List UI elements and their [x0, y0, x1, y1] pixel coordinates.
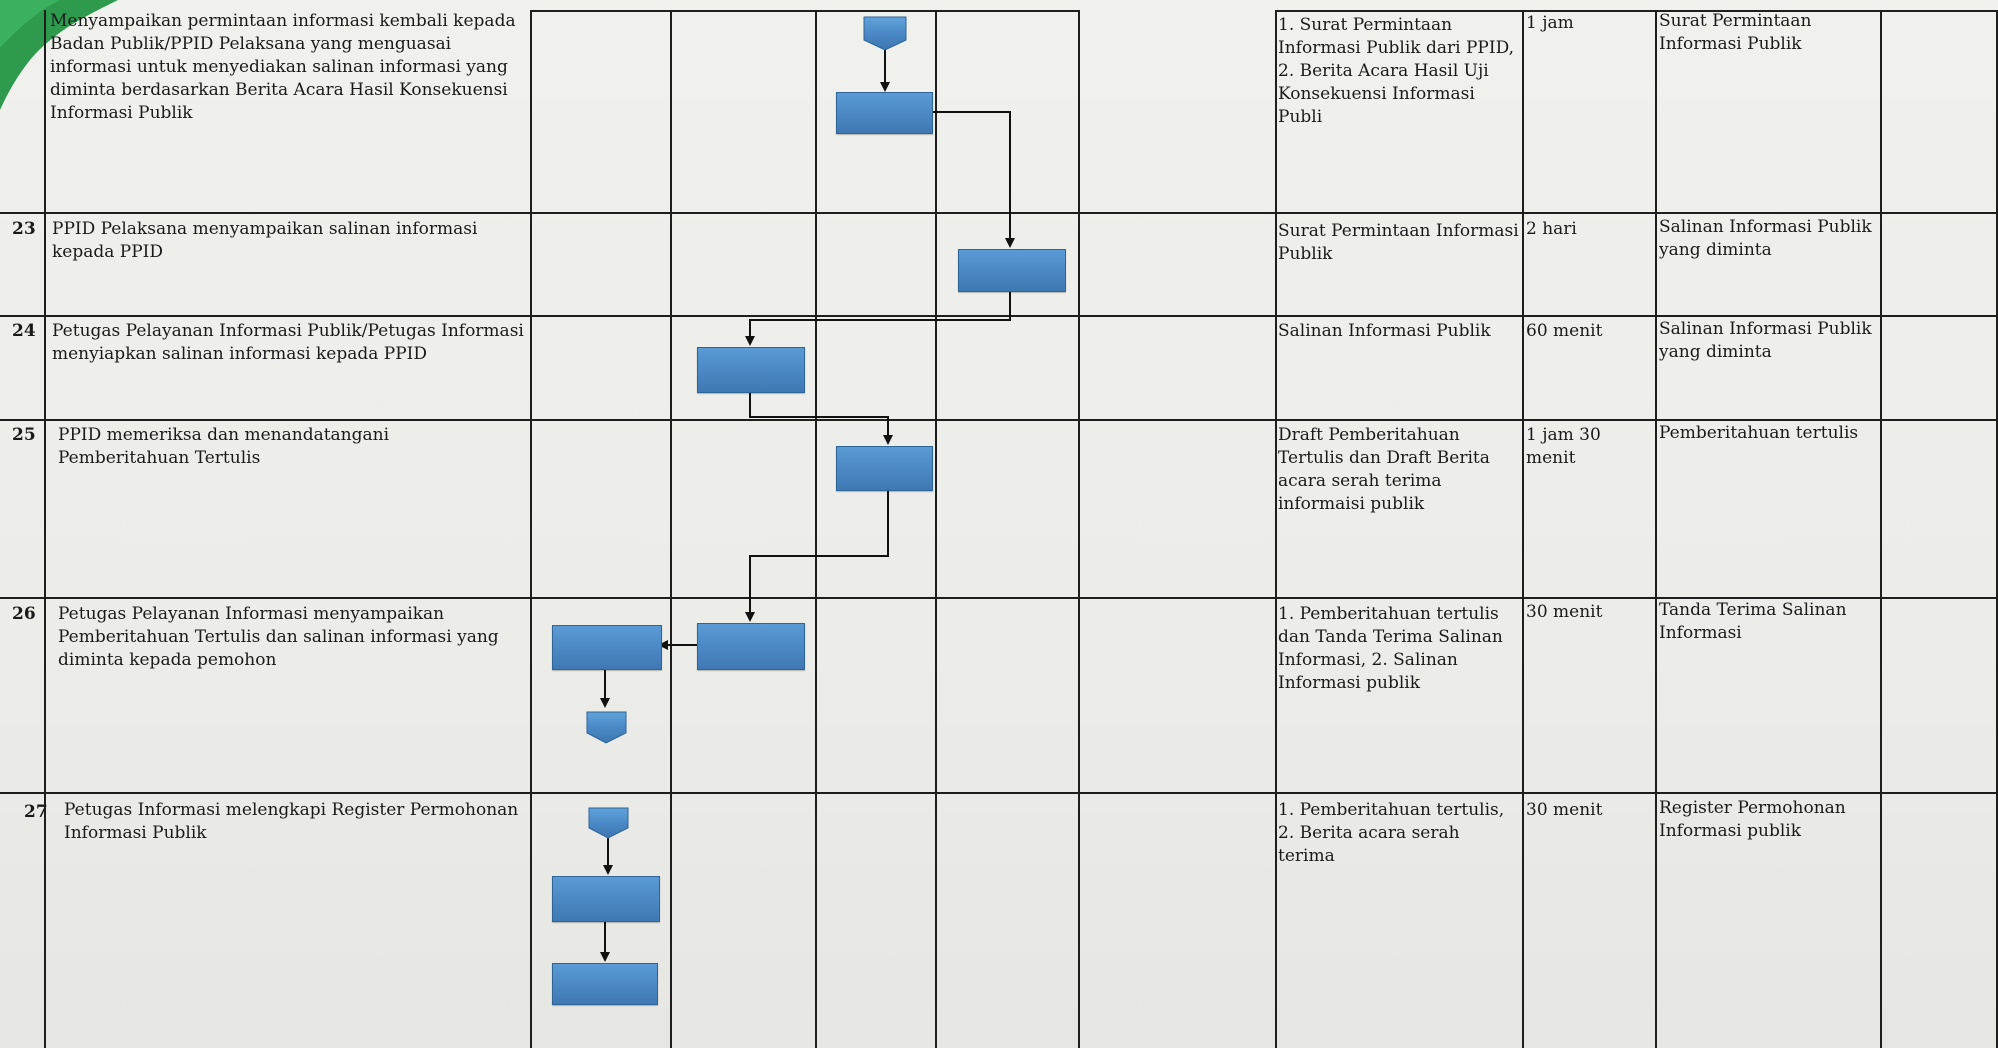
row-number: 24 — [12, 321, 36, 341]
off-page-connector-icon — [864, 17, 906, 50]
process-box-icon — [836, 446, 933, 491]
row-input: 1. Pemberitahuan tertulis dan Tanda Terima Salinan Informasi, 2. Salinan Informasi publik — [1278, 604, 1503, 693]
row-input: Surat Permintaan Informasi Publik — [1278, 221, 1519, 264]
row-time: 60 menit — [1526, 321, 1603, 341]
row-output: Pemberitahuan tertulis — [1659, 423, 1859, 443]
row-description: Petugas Pelayanan Informasi menyampaikan Pemberitahuan Tertulis dan salinan informasi yang diminta kepada pemohon — [58, 604, 499, 670]
process-box-icon — [697, 347, 805, 393]
row-time: 30 menit — [1526, 602, 1603, 622]
row-description: Petugas Pelayanan Informasi Publik/Petugas Informasi menyiapkan salinan informasi kepada PPID — [52, 321, 524, 364]
row-output: Salinan Informasi Publik yang diminta — [1659, 217, 1872, 260]
row-output: Salinan Informasi Publik yang diminta — [1659, 319, 1872, 362]
row-description: Menyampaikan permintaan informasi kembali kepada Badan Publik/PPID Pelaksana yang menguasai informasi untuk menyediakan salinan informasi yang diminta berdasarkan Berita Acara Hasil Konsekuensi Informasi Publik — [50, 11, 516, 123]
row-input: Salinan Informasi Publik — [1278, 321, 1491, 341]
row-input: 1. Surat Permintaan Informasi Publik dari PPID, 2. Berita Acara Hasil Uji Konsekuensi Informasi Publi — [1278, 15, 1514, 127]
row-input: Draft Pemberitahuan Tertulis dan Draft Berita acara serah terima informaisi publik — [1278, 425, 1490, 514]
row-number: 23 — [12, 219, 36, 239]
process-box-icon — [836, 92, 933, 134]
row-time: 30 menit — [1526, 800, 1603, 820]
row-description: Petugas Informasi melengkapi Register Permohonan Informasi Publik — [64, 800, 519, 843]
row-time: 1 jam 30 menit — [1526, 425, 1601, 468]
row-output: Surat Permintaan Informasi Publik — [1659, 11, 1812, 54]
row-time: 1 jam — [1526, 13, 1574, 33]
row-description: PPID memeriksa dan menandatangani Pemberitahuan Tertulis — [58, 425, 390, 468]
row-number: 25 — [12, 425, 36, 445]
process-box-icon — [697, 623, 805, 670]
row-number: 27 — [24, 802, 48, 822]
row-number: 26 — [12, 604, 36, 624]
process-box-icon — [552, 876, 660, 922]
process-box-icon — [552, 625, 662, 670]
row-description: PPID Pelaksana menyampaikan salinan informasi kepada PPID — [52, 219, 478, 262]
row-time: 2 hari — [1526, 219, 1577, 239]
row-input: 1. Pemberitahuan tertulis, 2. Berita acara serah terima — [1278, 800, 1505, 866]
off-page-connector-icon — [587, 712, 626, 743]
process-box-icon — [958, 249, 1066, 292]
process-box-icon — [552, 963, 658, 1005]
row-output: Register Permohonan Informasi publik — [1659, 798, 1846, 841]
row-output: Tanda Terima Salinan Informasi — [1659, 600, 1847, 643]
off-page-connector-icon — [589, 808, 628, 838]
